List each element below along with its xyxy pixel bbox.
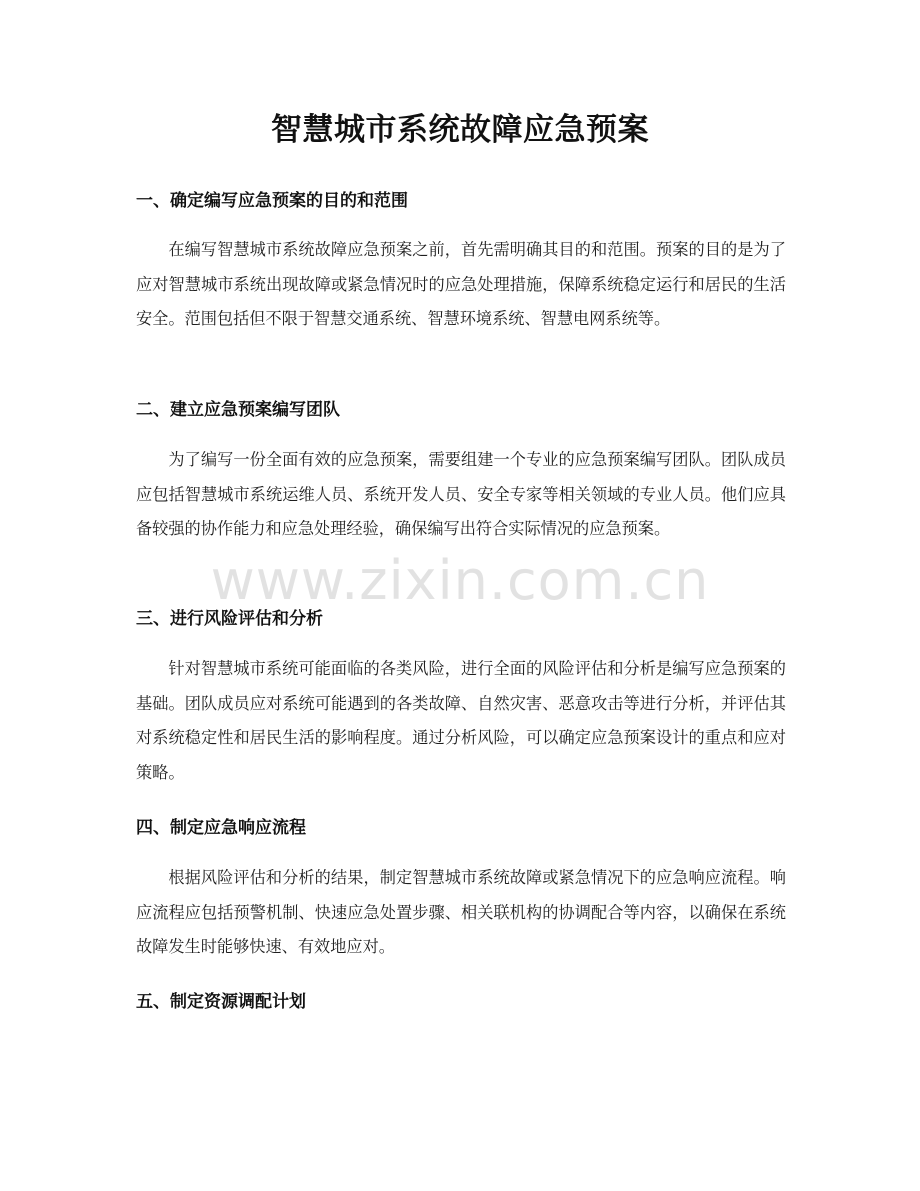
section-heading-3: 三、进行风险评估和分析 xyxy=(136,609,323,629)
section-body-2: 为了编写一份全面有效的应急预案，需要组建一个专业的应急预案编写团队。团队成员应包括智慧城市系统运维人员、系统开发人员、安全专家等相关领域的专业人员。他们应具备较强的协作能力和应急处理经验，确保编写出符合实际情况的应急预案。 xyxy=(136,450,786,538)
section-heading-4: 四、制定应急响应流程 xyxy=(136,818,306,838)
section-body-1: 在编写智慧城市系统故障应急预案之前，首先需明确其目的和范围。预案的目的是为了应对智慧城市系统出现故障或紧急情况时的应急处理措施，保障系统稳定运行和居民的生活安全。范围包括但不限于智慧交通系统、智慧环境系统、智慧电网系统等。 xyxy=(136,240,786,328)
document-title: 智慧城市系统故障应急预案 xyxy=(271,112,649,148)
watermark: www.zixin.com.cn xyxy=(210,549,710,612)
section-heading-2: 二、建立应急预案编写团队 xyxy=(136,400,340,420)
section-heading-1: 一、确定编写应急预案的目的和范围 xyxy=(136,191,408,211)
section-heading-5: 五、制定资源调配计划 xyxy=(136,992,306,1012)
section-body-3: 针对智慧城市系统可能面临的各类风险，进行全面的风险评估和分析是编写应急预案的基础。团队成员应对系统可能遇到的各类故障、自然灾害、恶意攻击等进行分析，并评估其对系统稳定性和居民生活的影响程度。通过分析风险，可以确定应急预案设计的重点和应对策略。 xyxy=(136,659,786,782)
section-body-4: 根据风险评估和分析的结果，制定智慧城市系统故障或紧急情况下的应急响应流程。响应流程应包括预警机制、快速应急处置步骤、相关联机构的协调配合等内容，以确保在系统故障发生时能够快速、有效地应对。 xyxy=(136,868,786,956)
